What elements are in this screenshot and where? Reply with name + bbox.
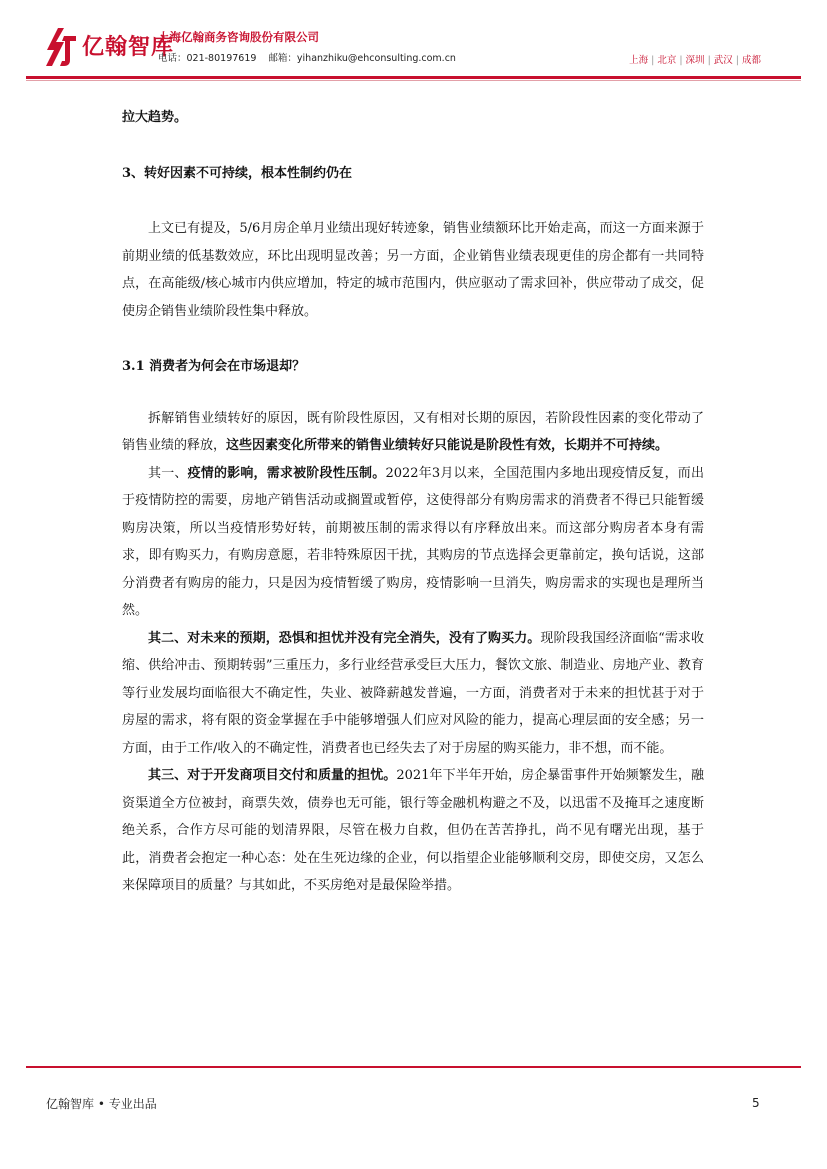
paragraph-continuation: 拉大趋势。	[122, 110, 188, 125]
section-heading-3-1: 3.1 消费者为何会在市场退却？	[122, 359, 306, 374]
paragraph: 上文已有提及，5/6月房企单月业绩出现好转迹象，销售业绩额环比开始走高，而这一方面来源于前期业绩的低基数效应，环比出现明显改善；另一方面，企业销售业绩表现更佳的房企都有一共同特点，在高能级/核心城市内供应增加，特定的城市范围内，供应驱动了需求回补，供应带动了成交，促使房企销售业绩阶段性集中释放。	[122, 221, 704, 319]
header-divider	[26, 76, 801, 79]
city: 武汉	[713, 55, 733, 66]
paragraph: 拆解销售业绩转好的原因，既有阶段性原因，又有相对长期的原因，若阶段性因素的变化带动了销售业绩的释放，这些因素变化所带来的销售业绩转好只能说是阶段性有效，长期并不可持续。	[122, 410, 704, 453]
office-cities: 上海 | 北京 | 深圳 | 武汉 | 成都	[629, 55, 761, 66]
header-divider-thin	[26, 80, 801, 81]
section-heading-3: 3、转好因素不可持续，根本性制约仍在	[122, 165, 353, 181]
brand-name: 亿翰智库	[82, 35, 175, 60]
city: 北京	[657, 55, 677, 66]
paragraph-point-2: 其二、对未来的预期，恐惧和担忧并没有完全消失，没有了购买力。现阶段我国经济面临“需求收缩、供给冲击、预期转弱”三重压力，多行业经营承受巨大压力，餐饮文旅、制造业、房地产业、教育等行业发展均面临很大不确定性，失业、被降薪越发普遍，一方面，消费者对于未来的担忧甚于对于房屋的需求，将有限的资金掌握在手中能够增强人们应对风险的能力，提高心理层面的安全感；另一方面，由于工作/收入的不确定性，消费者也已经失去了对于房屋的购买能力，非不想，而不能。	[122, 630, 704, 756]
company-name: 上海亿翰商务咨询股份有限公司	[158, 30, 319, 44]
city: 上海	[629, 55, 649, 66]
document-body	[122, 104, 704, 900]
page-number: 5	[752, 1096, 760, 1110]
email: 邮箱：yihanzhiku@ehconsulting.com.cn	[268, 53, 456, 64]
paragraph-point-3: 其三、对于开发商项目交付和质量的担忧。2021年下半年开始，房企暴雷事件开始频繁发生，融资渠道全方位被封，商票失效，债券也无可能，银行等金融机构避之不及，以迅雷不及掩耳之速度断绝关系，合作方尽可能的划清界限，尽管在极力自救，但仍在苦苦挣扎，尚不见有曙光出现，基于此，消费者会抱定一种心态：处在生死边缘的企业，何以指望企业能够顺利交房，即使交房，又怎么来保障项目的质量？与其如此，不买房绝对是最保险举措。	[122, 768, 704, 893]
paragraph-point-1: 其一、疫情的影响，需求被阶段性压制。2022年3月以来，全国范围内多地出现疫情反复，而出于疫情防控的需要，房地产销售活动或搁置或暂停，这使得部分有购房需求的消费者不得已只能暂缓购房决策，所以当疫情形势好转，前期被压制的需求得以有序释放出来。而这部分购房者本身有需求，即有购买力，有购房意愿，若非特殊原因干扰，其购房的节点选择会更靠前定，换句话说，这部分消费者有购房的能力，只是因为疫情暂缓了购房，疫情影响一旦消失，购房需求的实现也是理所当然。	[122, 465, 704, 618]
yihan-logo-icon	[44, 26, 78, 68]
page-header	[0, 0, 827, 86]
footer-divider	[26, 1066, 801, 1068]
phone: 电话：021-80197619	[158, 53, 257, 64]
footer-tagline: 亿翰智库 • 专业出品	[46, 1097, 157, 1111]
city: 成都	[741, 55, 761, 66]
city: 深圳	[685, 55, 705, 66]
contact-info	[158, 50, 456, 64]
